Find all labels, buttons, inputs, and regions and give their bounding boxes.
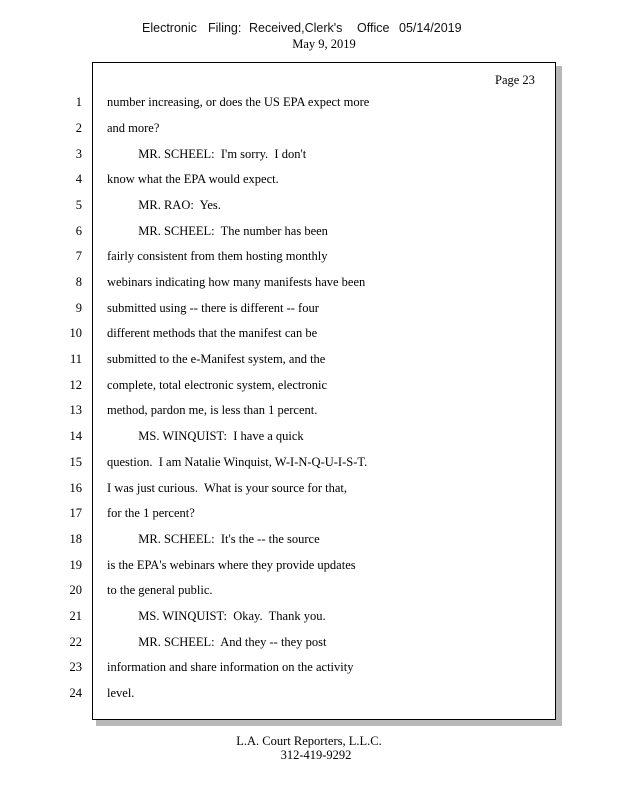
line-number: 10 (69, 326, 82, 340)
line-text: know what the EPA would expect. (107, 172, 279, 186)
line-text: I was just curious. What is your source for that, (107, 481, 347, 495)
line-text: number increasing, or does the US EPA expect more (107, 95, 370, 109)
line-number: 22 (69, 635, 82, 649)
page-number: Page 23 (495, 73, 535, 87)
line-number: 14 (69, 429, 82, 443)
filing-stamp (0, 21, 618, 37)
reporter-phone: 312-419-9292 (280, 748, 352, 762)
line-number: 5 (75, 198, 82, 212)
line-text: to the general public. (107, 583, 213, 597)
hearing-date: May 9, 2019 (292, 37, 356, 51)
line-number: 7 (75, 249, 82, 263)
line-number: 20 (69, 583, 82, 597)
line-text: MS. WINQUIST: I have a quick (107, 429, 304, 443)
line-text: MR. SCHEEL: The number has been (107, 224, 328, 238)
line-text: method, pardon me, is less than 1 percent. (107, 403, 318, 417)
line-number: 12 (69, 378, 82, 392)
reporter-company: L.A. Court Reporters, L.L.C. (236, 734, 382, 748)
line-text: MR. SCHEEL: I'm sorry. I don't (107, 147, 307, 161)
line-number: 16 (69, 481, 82, 495)
stamp-word: Filing: (208, 21, 242, 35)
line-number: 1 (75, 95, 82, 109)
line-number: 9 (75, 301, 82, 315)
stamp-word: 05/14/2019 (399, 21, 462, 35)
line-number: 24 (69, 686, 82, 700)
line-text: complete, total electronic system, electronic (107, 378, 328, 392)
line-number: 13 (69, 403, 82, 417)
line-number: 3 (75, 147, 82, 161)
line-number: 8 (75, 275, 82, 289)
line-text: information and share information on the activity (107, 660, 354, 674)
line-number: 6 (75, 224, 82, 238)
line-text: for the 1 percent? (107, 506, 195, 520)
line-text: submitted using -- there is different -- four (107, 301, 319, 315)
line-text: MS. WINQUIST: Okay. Thank you. (107, 609, 326, 623)
line-text: is the EPA's webinars where they provide updates (107, 558, 356, 572)
line-text: MR. SCHEEL: And they -- they post (107, 635, 327, 649)
line-text: level. (107, 686, 135, 700)
line-text: and more? (107, 121, 160, 135)
stamp-word: Office (357, 21, 390, 35)
line-number: 4 (75, 172, 82, 186)
line-text: MR. SCHEEL: It's the -- the source (107, 532, 320, 546)
line-number: 17 (69, 506, 82, 520)
stamp-word: Electronic (142, 21, 197, 35)
line-number: 18 (69, 532, 82, 546)
line-number: 19 (69, 558, 82, 572)
line-number: 23 (69, 660, 82, 674)
line-number: 11 (69, 352, 82, 366)
line-text: question. I am Natalie Winquist, W-I-N-Q-U-I-S-T. (107, 455, 368, 469)
line-text: MR. RAO: Yes. (107, 198, 221, 212)
line-text: fairly consistent from them hosting monthly (107, 249, 328, 263)
line-number: 2 (75, 121, 82, 135)
stamp-word: Received,Clerk's (249, 21, 343, 35)
line-text: submitted to the e-Manifest system, and the (107, 352, 326, 366)
line-text: webinars indicating how many manifests have been (107, 275, 366, 289)
line-number: 15 (69, 455, 82, 469)
line-text: different methods that the manifest can be (107, 326, 318, 340)
line-number: 21 (69, 609, 82, 623)
